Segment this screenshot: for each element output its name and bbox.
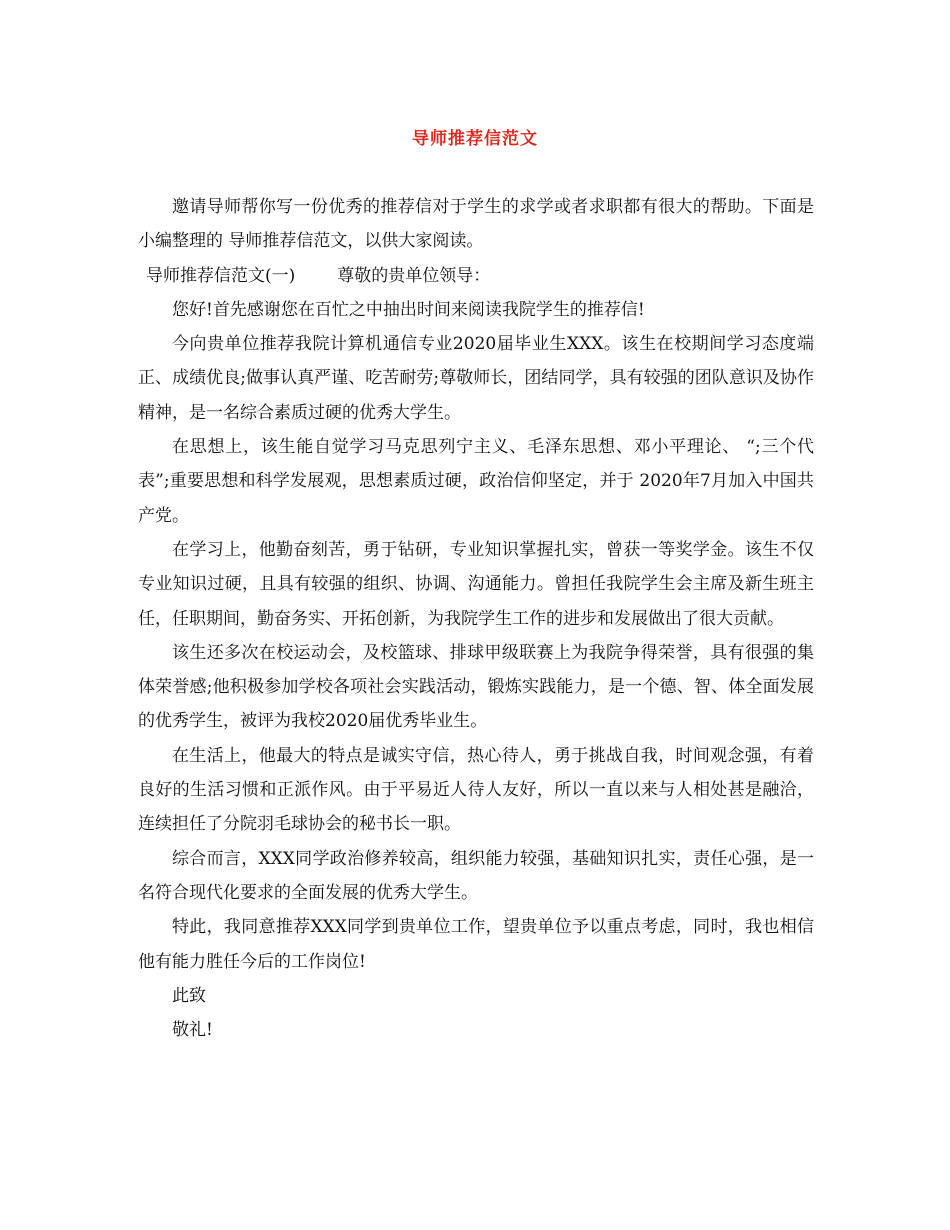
body-paragraph: 在学习上，他勤奋刻苦，勇于钻研，专业知识掌握扎实，曾获一等奖学金。该生不仅专业知识过硬，且具有较强的组织、协调、沟通能力。曾担任我院学生会主席及新生班主任，任职期间，勤奋务实、开拓创新，为我院学生工作的进步和发展做出了很大贡献。 [138,539,814,629]
document-body [138,190,814,1047]
salutation: 尊敬的贵单位领导： [337,265,491,286]
document-title: 导师推荐信范文 [412,129,538,149]
body-paragraph: 综合而言，XXX同学政治修养较高，组织能力较强，基础知识扎实，责任心强，是一名符合现代化要求的全面发展的优秀大学生。 [138,848,814,903]
closing-line: 此致 [172,985,206,1006]
body-paragraph: 在思想上，该生能自觉学习马克思列宁主义、毛泽东思想、邓小平理论、 “;三个代表”;重要思想和科学发展观，思想素质过硬，政治信仰坚定，并于 2020年7月加入中国共产党。 [138,437,814,526]
body-paragraph: 今向贵单位推荐我院计算机通信专业2020届毕业生XXX。该生在校期间学习态度端正、成绩优良;做事认真严谨、吃苦耐劳;尊敬师长，团结同学，具有较强的团队意识及协作精神，是一名综合素质过硬的优秀大学生。 [138,334,814,423]
closing-regards: 敬礼! [172,1020,213,1041]
intro-paragraph: 邀请导师帮你写一份优秀的推荐信对于学生的求学或者求职都有很大的帮助。下面是小编整理的 导师推荐信范文，以供大家阅读。 [138,197,814,252]
greeting-paragraph: 您好!首先感谢您在百忙之中抽出时间来阅读我院学生的推荐信! [172,299,645,320]
body-paragraph: 在生活上，他最大的特点是诚实守信，热心待人，勇于挑战自我，时间观念强，有着良好的生活习惯和正派作风。由于平易近人待人友好，所以一直以来与人相处甚是融洽，连续担任了分院羽毛球协会的秘书长一职。 [138,745,814,835]
body-paragraph: 该生还多次在校运动会，及校篮球、排球甲级联赛上为我院争得荣誉，具有很强的集体荣誉感;他积极参加学校各项社会实践活动，锻炼实践能力，是一个德、智、体全面发展的优秀学生，被评为我校2020届优秀毕业生。 [138,642,814,732]
sample-heading: 导师推荐信范文(一) [146,265,296,286]
body-paragraph: 特此，我同意推荐XXX同学到贵单位工作，望贵单位予以重点考虑，同时，我也相信他有能力胜任今后的工作岗位! [138,917,814,972]
sample-heading-line [138,259,814,293]
